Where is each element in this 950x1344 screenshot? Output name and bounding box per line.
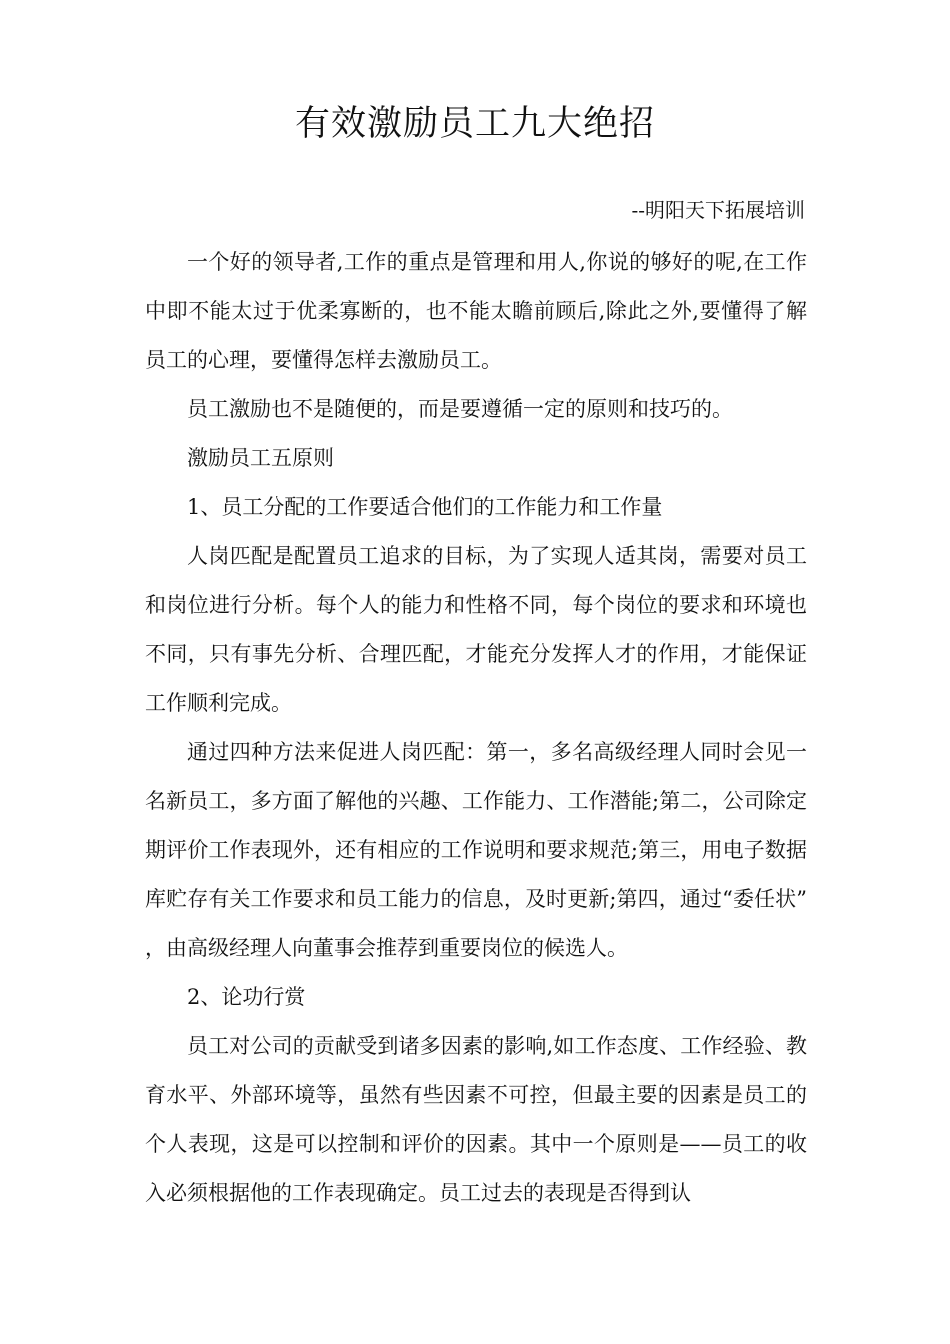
numbered-heading: 2、论功行赏 (187, 985, 306, 1009)
paragraph: 人岗匹配是配置员工追求的目标，为了实现人适其岗，需要对员工和岗位进行分析。每个人的能力和性格不同，每个岗位的要求和环境也不同，只有事先分析、合理匹配，才能充分发挥人才的作用，才能保证工作顺利完成。 (145, 544, 807, 715)
paragraph: 员工激励也不是随便的，而是要遵循一定的原则和技巧的。 (187, 397, 733, 421)
paragraph: 通过四种方法来促进人岗匹配：第一，多名高级经理人同时会见一名新员工，多方面了解他的兴趣、工作能力、工作潜能;第二，公司除定期评价工作表现外，还有相应的工作说明和要求规范;第三，用电子数据库贮存有关工作要求和员工能力的信息，及时更新;第四，通过“委任状”，由高级经理人向董事会推荐到重要岗位的候选人。 (145, 740, 807, 960)
paragraph: 一个好的领导者,工作的重点是管理和用人,你说的够好的呢,在工作中即不能太过于优柔寡断的，也不能太瞻前顾后,除此之外,要懂得了解员工的心理，要懂得怎样去激励员工。 (145, 250, 807, 372)
numbered-heading: 1、员工分配的工作要适合他们的工作能力和工作量 (187, 495, 663, 519)
paragraph: 员工对公司的贡献受到诸多因素的影响,如工作态度、工作经验、教育水平、外部环境等，虽然有些因素不可控，但最主要的因素是员工的个人表现，这是可以控制和评价的因素。其中一个原则是——员工的收入必须根据他的工作表现确定。员工过去的表现是否得到认 (145, 1034, 807, 1205)
document-title: 有效激励员工九大绝招 (294, 104, 655, 144)
document-body (145, 238, 807, 1218)
section-heading: 激励员工五原则 (187, 446, 334, 470)
document-byline: --明阳天下拓展培训 (631, 198, 805, 222)
